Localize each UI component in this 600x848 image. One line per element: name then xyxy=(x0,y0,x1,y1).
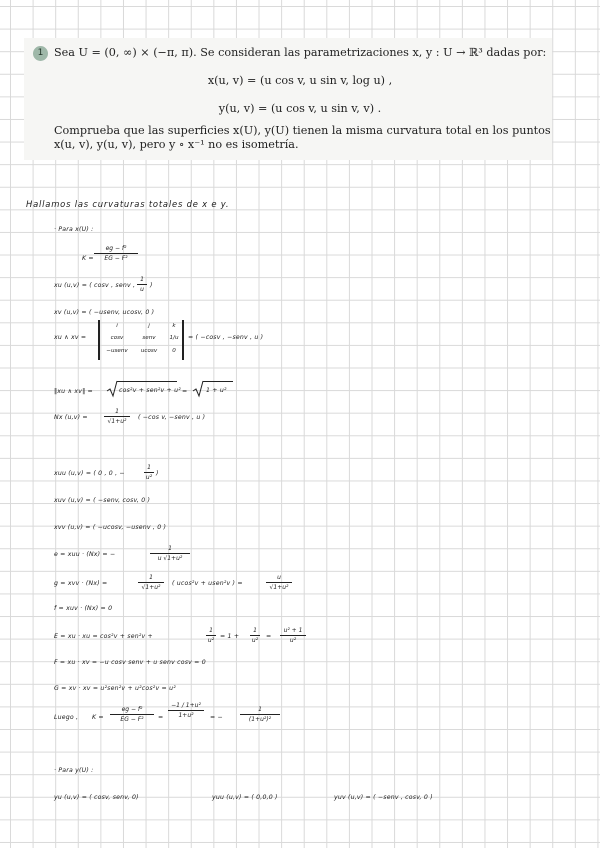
problem-line-2: Comprueba que las superficies x(U), y(U) tienen la misma curvatura total en los puntos xyxy=(54,124,551,137)
E-fraction-3 xyxy=(280,627,306,644)
norm-sqrt-content: cos²v + sen²v + u² xyxy=(119,387,181,394)
xuu-den: u² xyxy=(145,474,153,481)
norm-label: ‖xu ∧ xv‖ = xyxy=(54,388,93,395)
k2-equals-minus: = − xyxy=(210,714,223,721)
g-fraction-2 xyxy=(266,574,292,591)
fraction-bar xyxy=(266,582,292,583)
para-x-label: · Para x(U) : xyxy=(54,226,94,233)
xuu-line: xuu (u,v) = ( 0 , 0 , − xyxy=(54,470,125,477)
fraction-bar xyxy=(110,714,154,715)
cross-label: xu ∧ xv = xyxy=(54,334,87,341)
k2-equals: = xyxy=(158,714,164,721)
xuv-line: xuv (u,v) = ( −senv, cosv, 0 ) xyxy=(54,497,151,504)
xvv-line: xvv (u,v) = ( −ucosv, −usenv , 0 ) xyxy=(54,524,167,531)
fraction-bar xyxy=(250,635,260,636)
k-label: K = xyxy=(82,255,94,262)
G-line: G = xv · xv = u²sen²v + u²cos²v = u² xyxy=(54,685,176,692)
xuu-num: 1 xyxy=(147,464,151,471)
problem-number-badge: 1 xyxy=(33,46,48,61)
fraction-bar xyxy=(280,635,306,636)
k2-num: eg − f² xyxy=(121,706,143,713)
fraction-bar xyxy=(144,472,154,473)
matrix-cell: ucosv xyxy=(140,348,158,354)
k2-den2: 1+u² xyxy=(178,712,194,719)
xv-line: xv (u,v) = ( −usenv, ucosv, 0 ) xyxy=(54,309,155,316)
normal-num: 1 xyxy=(115,408,119,415)
E-fraction xyxy=(206,627,216,644)
k2-den3: (1+u²)² xyxy=(248,716,272,723)
E-num3: u² + 1 xyxy=(283,627,303,634)
k2-num3: 1 xyxy=(258,706,262,713)
f-line: f = xuv · (Nx) = 0 xyxy=(54,605,113,612)
k2-fraction-3 xyxy=(240,706,280,723)
xu-line: xu (u,v) = ( cosv , senv , xyxy=(54,282,136,289)
normal-label: Nx (u,v) = xyxy=(54,414,88,421)
matrix-cell: −usenv xyxy=(106,348,128,354)
k-numerator: eg − f² xyxy=(105,245,127,252)
E-line: E = xu · xu = cos²v + sen²v + xyxy=(54,633,153,640)
e-num: 1 xyxy=(168,545,172,552)
xuu-fraction xyxy=(144,464,154,481)
matrix-cell: cosv xyxy=(110,335,124,341)
k-fraction xyxy=(94,245,138,262)
problem-line-1: Sea U = (0, ∞) × (−π, π). Se consideran las parametrizaciones x, y : U → ℝ³ dadas por: xyxy=(54,46,547,59)
sqrt-symbol xyxy=(106,380,118,398)
g-den2: √1+u² xyxy=(269,584,289,591)
para-y-label: · Para y(U) : xyxy=(54,767,94,774)
E-den: u² xyxy=(207,637,215,644)
matrix-cell: i xyxy=(116,323,118,329)
fraction-bar xyxy=(94,253,138,254)
problem-line-3: x(u, v), y(u, v), pero y ∘ x⁻¹ no es isometría. xyxy=(54,138,299,151)
E-fraction-2 xyxy=(250,627,260,644)
E-num2: 1 xyxy=(253,627,257,634)
notes-heading: Hallamos las curvaturas totales de x e y. xyxy=(26,199,230,209)
matrix-cell: 1/u xyxy=(169,335,179,341)
matrix-cell: k xyxy=(172,323,176,329)
E-den3: u² xyxy=(289,637,297,644)
xu-close: ) xyxy=(150,282,153,289)
g-num: 1 xyxy=(149,574,153,581)
equation-x: x(u, v) = (u cos v, u sin v, log u) , xyxy=(207,74,393,87)
k2-fraction-2 xyxy=(168,702,204,719)
fraction-bar xyxy=(137,284,147,285)
g-num2: u xyxy=(277,574,281,581)
normal-vector: ( −cos v, −senv , u ) xyxy=(138,414,206,421)
fraction-bar xyxy=(240,714,280,715)
g-fraction xyxy=(138,574,164,591)
xuu-close: ) xyxy=(156,470,159,477)
k2-fraction xyxy=(110,706,154,723)
fraction-bar xyxy=(138,582,164,583)
E-middle: = 1 + xyxy=(220,633,240,640)
k2-label: K = xyxy=(92,714,104,721)
e-den: u √1+u² xyxy=(157,555,183,562)
luego-label: Luego , xyxy=(54,714,79,721)
k2-num2: −1 / 1+u² xyxy=(171,702,201,709)
matrix-cell: senv xyxy=(142,335,156,341)
fraction-bar xyxy=(104,416,130,417)
F-line: F = xu · xv = −u cosv senv + u senv cosv = 0 xyxy=(54,659,206,666)
yu-line: yu (u,v) = ( cosv, senv, 0) xyxy=(54,794,139,801)
e-fraction xyxy=(150,545,190,562)
k2-den: EG − F² xyxy=(120,716,144,723)
g-middle: ( ucos²v + usen²v ) = xyxy=(172,580,243,587)
matrix-left-bar xyxy=(98,320,100,360)
matrix-cell: j xyxy=(148,323,150,329)
cross-result: = ( −cosv , −senv , u ) xyxy=(188,334,264,341)
E-equals: = xyxy=(266,633,272,640)
xu-den: u xyxy=(140,286,144,293)
yuv-line: yuv (u,v) = ( −senv , cosv, 0 ) xyxy=(334,794,433,801)
g-line: g = xvv · (Nx) = xyxy=(54,580,108,587)
E-num: 1 xyxy=(209,627,213,634)
yuu-line: yuu (u,v) = ( 0,0,0 ) xyxy=(212,794,278,801)
e-line: e = xuu · (Nx) = − xyxy=(54,551,116,558)
xu-fraction xyxy=(137,276,147,293)
E-den2: u² xyxy=(251,637,259,644)
sqrt-symbol xyxy=(192,380,204,398)
sqrt-bar xyxy=(203,381,233,382)
norm-result: 1 + u² xyxy=(206,387,227,394)
xu-num: 1 xyxy=(140,276,144,283)
fraction-bar xyxy=(150,553,190,554)
norm-equals: = xyxy=(182,388,188,395)
equation-y: y(u, v) = (u cos v, u sin v, v) . xyxy=(218,102,382,115)
fraction-bar xyxy=(168,710,204,711)
fraction-bar xyxy=(206,635,216,636)
normal-den: √1+u² xyxy=(107,418,127,425)
g-den: √1+u² xyxy=(141,584,161,591)
sqrt-bar xyxy=(117,381,177,382)
matrix-cell: 0 xyxy=(172,348,176,354)
k-denominator: EG − F² xyxy=(104,255,128,262)
normal-fraction xyxy=(104,408,130,425)
